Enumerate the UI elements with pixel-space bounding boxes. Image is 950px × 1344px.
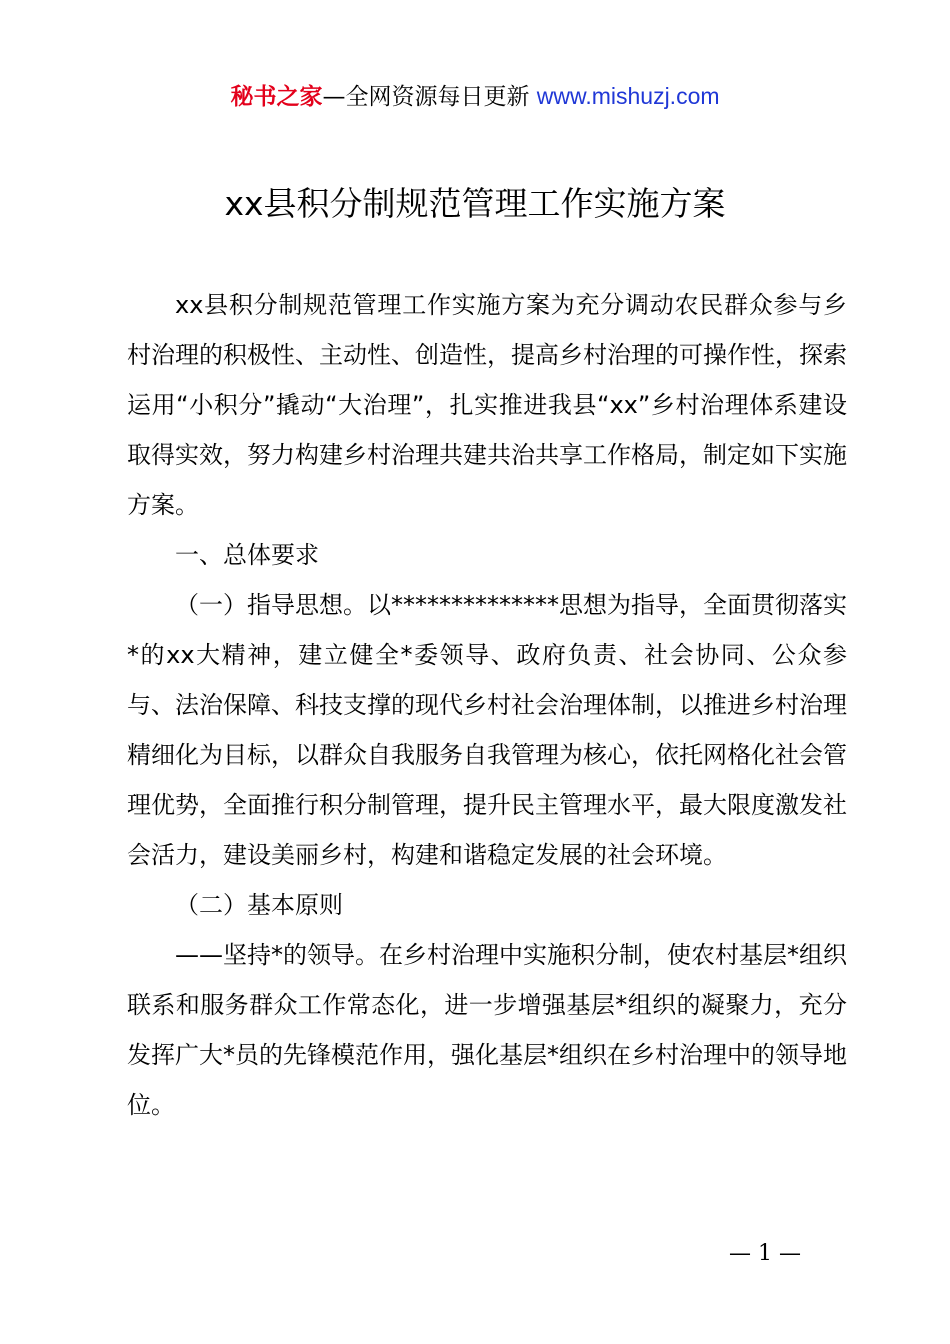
- page-number: — 1 —: [729, 1241, 801, 1266]
- section-heading-basic-principles: （二）基本原则: [175, 891, 343, 919]
- site-brand: 秘书之家: [230, 84, 323, 110]
- section-heading-general-requirements: 一、总体要求: [175, 541, 319, 569]
- principle-leadership-paragraph: ——坚持*的领导。在乡村治理中实施积分制，使农村基层*组织联系和服务群众工作常态化，进一步增强基层*组织的凝聚力，充分发挥广大*员的先锋模范作用，强化基层*组织在乡村治理中的领导地位。: [127, 941, 847, 1119]
- intro-paragraph: xx县积分制规范管理工作实施方案为充分调动农民群众参与乡村治理的积极性、主动性、创造性，提高乡村治理的可操作性，探索运用“小积分”撬动“大治理”，扎实推进我县“xx”乡村治理体系建设取得实效，努力构建乡村治理共建共治共享工作格局，制定如下实施方案。: [127, 291, 847, 519]
- guiding-ideology-paragraph: （一）指导思想。以**************思想为指导，全面贯彻落实*的xx大精神，建立健全*委领导、政府负责、社会协同、公众参与、法治保障、科技支撑的现代乡村社会治理体制，以推进乡村治理精细化为目标，以群众自我服务自我管理为核心，依托网格化社会管理优势，全面推行积分制管理，提升民主管理水平，最大限度激发社会活力，建设美丽乡村，构建和谐稳定发展的社会环境。: [127, 591, 847, 869]
- site-slogan: —全网资源每日更新: [322, 84, 530, 110]
- document-body: [127, 280, 847, 1130]
- site-url-link[interactable]: www.mishuzj.com: [536, 83, 720, 109]
- site-header: [0, 80, 950, 113]
- document-title: xx县积分制规范管理工作实施方案: [224, 184, 726, 223]
